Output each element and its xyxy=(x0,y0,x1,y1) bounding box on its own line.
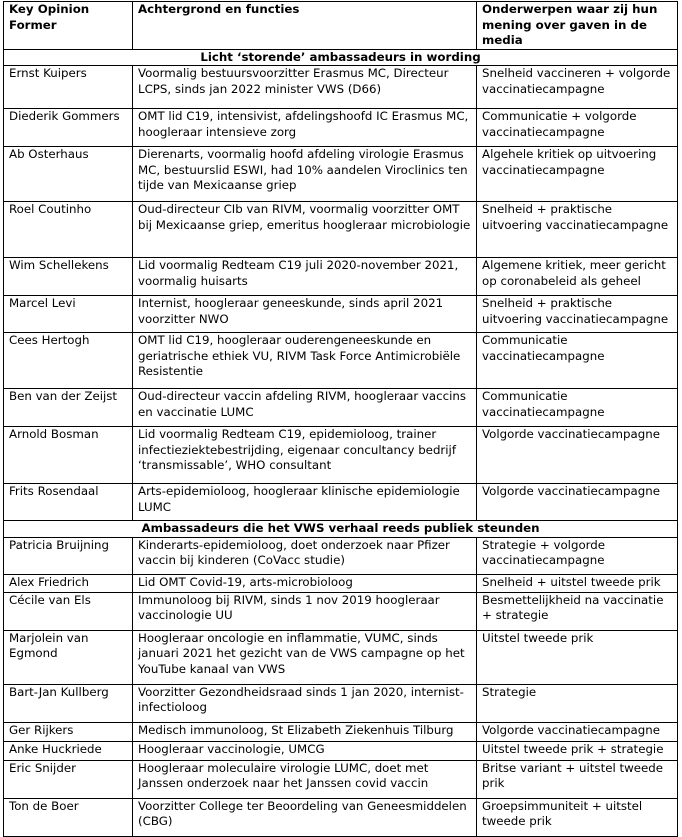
table-row xyxy=(4,684,678,722)
cell-name: Marcel Levi xyxy=(4,296,133,333)
key-opinion-former-table xyxy=(3,1,678,837)
cell-topics: Volgorde vaccinatiecampagne xyxy=(477,484,678,521)
section-title: Licht ‘storende’ ambassadeurs in wording xyxy=(4,49,678,66)
table-row xyxy=(4,484,678,521)
cell-topics: Communicatie vaccinatiecampagne xyxy=(477,333,678,389)
cell-topics: Strategie + volgorde vaccinatiecampagne xyxy=(477,537,678,574)
cell-topics: Strategie xyxy=(477,684,678,722)
cell-name: Roel Coutinho xyxy=(4,202,133,258)
cell-name: Cécile van Els xyxy=(4,592,133,630)
table-row xyxy=(4,592,678,630)
cell-topics: Groepsimmuniteit + uitstel tweede prik xyxy=(477,798,678,836)
cell-background: Voormalig bestuursvoorzitter Erasmus MC, Directeur LCPS, sinds jan 2022 minister VWS (D66) xyxy=(133,66,477,109)
cell-topics: Snelheid + praktische uitvoering vaccinatiecampagne xyxy=(477,202,678,258)
table-row xyxy=(4,296,678,333)
cell-name: Bart-Jan Kullberg xyxy=(4,684,133,722)
cell-topics: Communicatie vaccinatiecampagne xyxy=(477,389,678,427)
cell-name: Cees Hertogh xyxy=(4,333,133,389)
cell-background: Kinderarts-epidemioloog, doet onderzoek naar Pfizer vaccin bij kinderen (CoVacc studie) xyxy=(133,537,477,574)
cell-name: Anke Huckriede xyxy=(4,741,133,760)
cell-name: Diederik Gommers xyxy=(4,109,133,147)
table-row xyxy=(4,389,678,427)
cell-name: Ab Osterhaus xyxy=(4,147,133,202)
cell-name: Patricia Bruijning xyxy=(4,537,133,574)
cell-topics: Uitstel tweede prik + strategie xyxy=(477,741,678,760)
section-row xyxy=(4,49,678,66)
cell-background: Oud-directeur CIb van RIVM, voormalig voorzitter OMT bij Mexicaanse griep, emeritus hoogleraar microbiologie xyxy=(133,202,477,258)
cell-background: Oud-directeur vaccin afdeling RIVM, hoogleraar vaccins en vaccinatie LUMC xyxy=(133,389,477,427)
cell-topics: Communicatie + volgorde vaccinatiecampagne xyxy=(477,109,678,147)
table-row xyxy=(4,722,678,741)
cell-name: Ton de Boer xyxy=(4,798,133,836)
table-row xyxy=(4,427,678,484)
table-row xyxy=(4,333,678,389)
cell-background: Hoogleraar oncologie en inflammatie, VUMC, sinds januari 2021 het gezicht van de VWS campagne op het YouTube kanaal van VWS xyxy=(133,630,477,684)
cell-name: Alex Friedrich xyxy=(4,574,133,592)
table-row xyxy=(4,798,678,836)
cell-topics: Besmettelijkheid na vaccinatie + strategie xyxy=(477,592,678,630)
cell-background: Immunoloog bij RIVM, sinds 1 nov 2019 hoogleraar vaccinologie UU xyxy=(133,592,477,630)
cell-topics: Volgorde vaccinatiecampagne xyxy=(477,427,678,484)
table-row xyxy=(4,258,678,296)
cell-background: Internist, hoogleraar geneeskunde, sinds april 2021 voorzitter NWO xyxy=(133,296,477,333)
cell-background: Hoogleraar vaccinologie, UMCG xyxy=(133,741,477,760)
cell-background: Lid voormalig Redteam C19 juli 2020-november 2021, voormalig huisarts xyxy=(133,258,477,296)
cell-name: Marjolein van Egmond xyxy=(4,630,133,684)
cell-background: Lid OMT Covid-19, arts-microbioloog xyxy=(133,574,477,592)
cell-topics: Volgorde vaccinatiecampagne xyxy=(477,722,678,741)
table-row xyxy=(4,109,678,147)
cell-topics: Snelheid vaccineren + volgorde vaccinatiecampagne xyxy=(477,66,678,109)
cell-background: Voorzitter Gezondheidsraad sinds 1 jan 2020, internist-infectioloog xyxy=(133,684,477,722)
section-title: Ambassadeurs die het VWS verhaal reeds publiek steunden xyxy=(4,521,678,538)
cell-name: Wim Schellekens xyxy=(4,258,133,296)
cell-name: Eric Snijder xyxy=(4,760,133,798)
cell-topics: Snelheid + praktische uitvoering vaccinatiecampagne xyxy=(477,296,678,333)
cell-name: Ger Rijkers xyxy=(4,722,133,741)
cell-topics: Algehele kritiek op uitvoering vaccinatiecampagne xyxy=(477,147,678,202)
table-row xyxy=(4,630,678,684)
cell-background: OMT lid C19, intensivist, afdelingshoofd IC Erasmus MC, hoogleraar intensieve zorg xyxy=(133,109,477,147)
cell-topics: Snelheid + uitstel tweede prik xyxy=(477,574,678,592)
table-row xyxy=(4,741,678,760)
cell-background: Arts-epidemioloog, hoogleraar klinische epidemiologie LUMC xyxy=(133,484,477,521)
cell-name: Ernst Kuipers xyxy=(4,66,133,109)
table-row xyxy=(4,202,678,258)
section-row xyxy=(4,521,678,538)
table-row xyxy=(4,574,678,592)
cell-background: Voorzitter College ter Beoordeling van Geneesmiddelen (CBG) xyxy=(133,798,477,836)
cell-name: Ben van der Zeijst xyxy=(4,389,133,427)
cell-name: Arnold Bosman xyxy=(4,427,133,484)
cell-topics: Uitstel tweede prik xyxy=(477,630,678,684)
cell-background: Lid voormalig Redteam C19, epidemioloog, trainer infectieziektebestrijding, eigenaar concultancy bedrijf ‘transmissable’, WHO consultant xyxy=(133,427,477,484)
header-background: Achtergrond en functies xyxy=(133,2,477,50)
cell-background: Medisch immunoloog, St Elizabeth Ziekenhuis Tilburg xyxy=(133,722,477,741)
cell-background: Hoogleraar moleculaire virologie LUMC, doet met Janssen onderzoek naar het Janssen covid vaccin xyxy=(133,760,477,798)
header-former: Key Opinion Former xyxy=(4,2,133,50)
table-row xyxy=(4,537,678,574)
header-row xyxy=(4,2,678,50)
cell-background: Dierenarts, voormalig hoofd afdeling virologie Erasmus MC, bestuurslid ESWI, had 10% aandelen Viroclinics ten tijde van Mexicaanse griep xyxy=(133,147,477,202)
cell-topics: Algemene kritiek, meer gericht op coronabeleid als geheel xyxy=(477,258,678,296)
cell-background: OMT lid C19, hoogleraar ouderengeneeskunde en geriatrische ethiek VU, RIVM Task Force Antimicrobiële Resistentie xyxy=(133,333,477,389)
cell-topics: Britse variant + uitstel tweede prik xyxy=(477,760,678,798)
table-row xyxy=(4,66,678,109)
cell-name: Frits Rosendaal xyxy=(4,484,133,521)
table-row xyxy=(4,147,678,202)
header-topics: Onderwerpen waar zij hun mening over gaven in de media xyxy=(477,2,678,50)
table-row xyxy=(4,760,678,798)
